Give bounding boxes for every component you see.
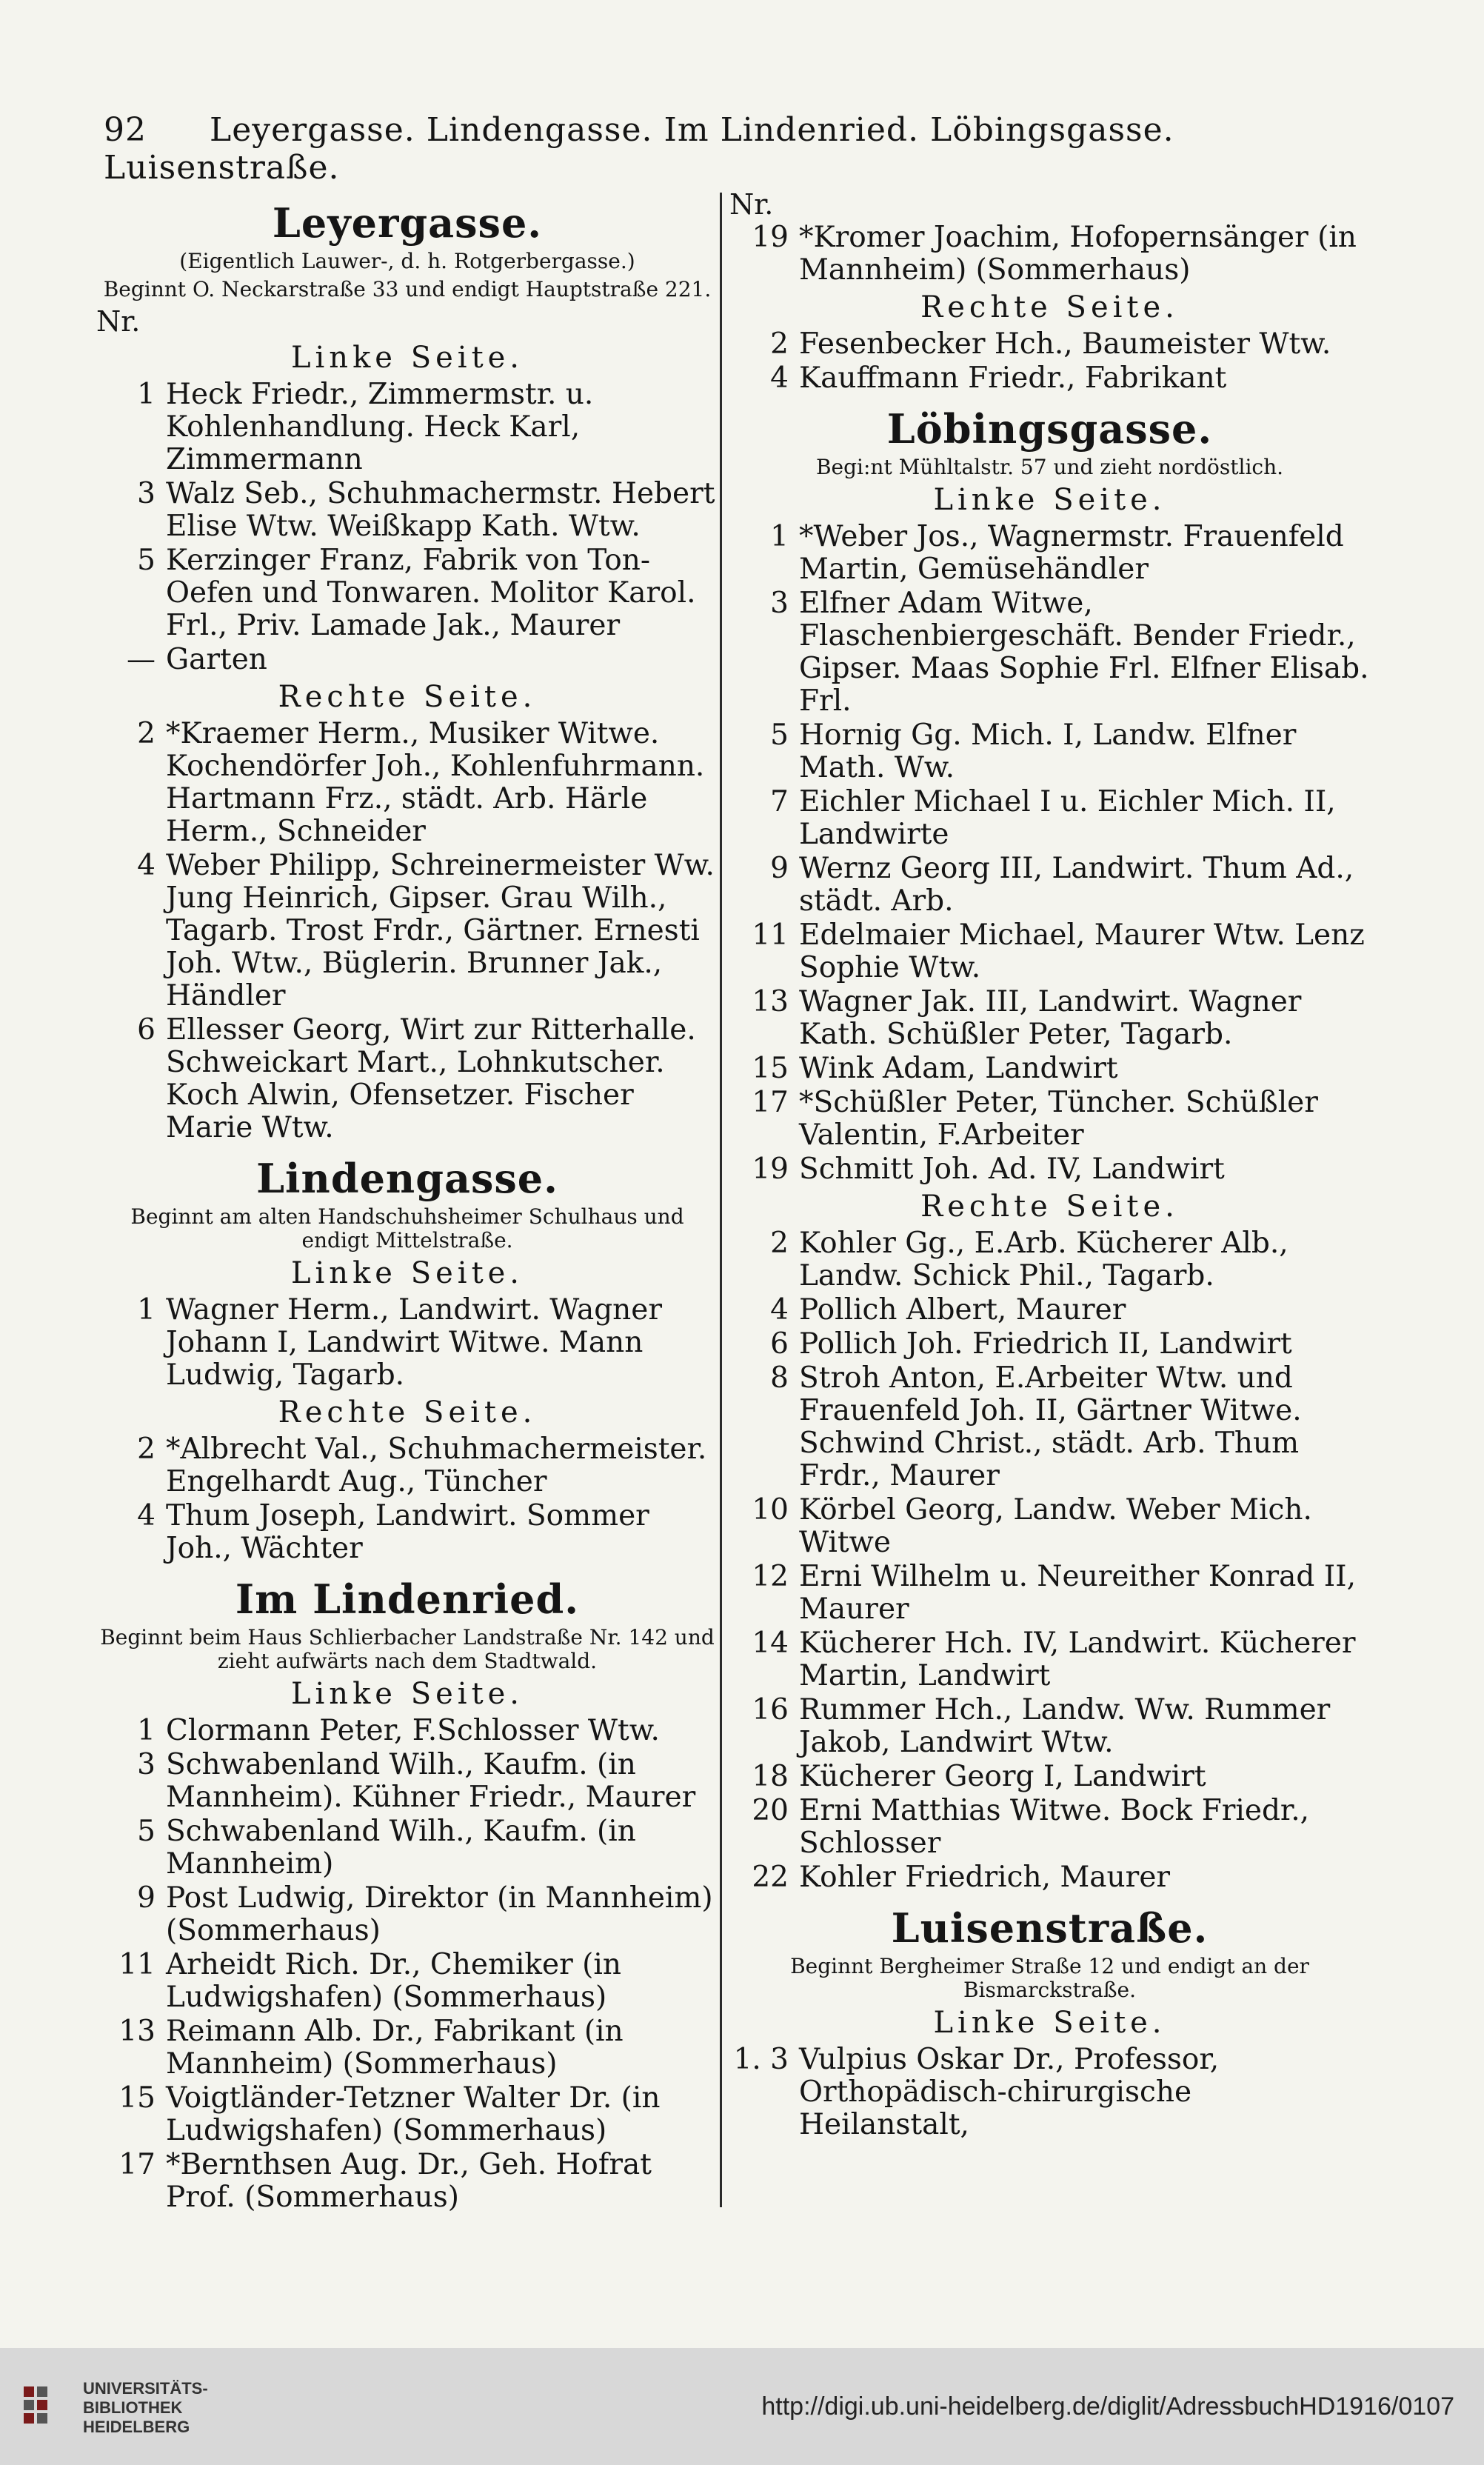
resident-text: Wagner Herm., Landwirt. Wagner Johann I, Landwirt Witwe. Mann Ludwig, Tagarb. [166,1293,663,1392]
resident-text: Thum Joseph, Landwirt. Sommer Joh., Wächter [166,1499,649,1565]
street-title-lindenried: Im Lindenried. [235,1575,580,1623]
house-number: 4 [770,1293,789,1327]
house-number: 2 [137,1432,156,1466]
resident-text: Hornig Gg. Mich. I, Landw. Elfner Math. Ww. [799,718,1297,784]
resident-text: Wernz Georg III, Landwirt. Thum Ad., städt. Arb. [799,852,1354,918]
list-item [729,221,1370,287]
resident-text: Wink Adam, Landwirt [799,1052,1118,1085]
house-number: 9 [770,852,789,885]
list-item [96,1949,718,2014]
list-item [96,1815,718,1881]
house-number: 2 [137,717,156,750]
resident-text: Stroh Anton, E.Arbeiter Wtw. und Frauenfeld Joh. II, Gärtner Witwe. Schwind Christ., städt. Arb. Thum Frdr., Maurer [799,1361,1302,1492]
list-item [729,587,1370,718]
list-item [729,1561,1370,1626]
resident-text: Kohler Gg., E.Arb. Kücherer Alb., Landw. Schick Phil., Tagarb. [799,1227,1289,1292]
side-heading: Rechte Seite. [920,1190,1179,1224]
resident-text: Edelmaier Michael, Maurer Wtw. Lenz Sophie Wtw. [799,918,1365,984]
logo-line: BIBLIOTHEK [83,2398,183,2417]
list-item [96,1882,718,1947]
list-item [96,1500,718,1565]
list-item [96,2082,718,2147]
side-heading: Linke Seite. [290,1256,524,1290]
house-number: 9 [137,1881,156,1915]
house-number: 16 [752,1693,789,1727]
house-number: 1. 3 [733,2043,789,2076]
resident-text: Fesenbecker Hch., Baumeister Wtw. [799,327,1331,361]
resident-text: *Bernthsen Aug. Dr., Geh. Hofrat Prof. (Sommerhaus) [166,2148,652,2214]
side-heading: Linke Seite. [933,483,1166,517]
list-item [729,1761,1370,1793]
house-number: 15 [752,1052,789,1085]
street-desc: (Eigentlich Lauwer-, d. h. Rotgerbergasse.) [179,249,635,273]
resident-text: *Weber Jos., Wagnermstr. Frauenfeld Martin, Gemüsehändler [799,520,1344,586]
list-item [729,328,1370,361]
list-item [96,644,718,676]
list-item [96,378,718,476]
nr-label: Nr. [96,305,141,338]
list-item [729,2044,1370,2141]
list-item [729,919,1370,984]
list-item [96,2149,718,2214]
resident-text: Ellesser Georg, Wirt zur Ritterhalle. Schweickart Mart., Lohnkutscher. Koch Alwin, Ofensetzer. Fischer Marie Wtw. [166,1013,696,1144]
resident-text: Walz Seb., Schuhmachermstr. Hebert Elise Wtw. Weißkapp Kath. Wtw. [166,477,715,543]
resident-text: Kerzinger Franz, Fabrik von Ton-Oefen und Tonwaren. Molitor Karol. Frl., Priv. Lamade Jak., Maurer [166,544,696,642]
column-divider [720,193,722,2207]
resident-text: Post Ludwig, Direktor (in Mannheim) (Sommerhaus) [166,1881,713,1947]
source-url-link[interactable]: http://digi.ub.uni-heidelberg.de/diglit/AdressbuchHD1916/0107 [761,2392,1454,2421]
house-number: 4 [137,1499,156,1532]
resident-text: Schwabenland Wilh., Kaufm. (in Mannheim). Kühner Friedr., Maurer [166,1748,696,1814]
house-number: 19 [752,1153,789,1186]
list-item [729,1328,1370,1361]
side-heading: Linke Seite. [290,1677,524,1711]
footer-bar [0,2348,1484,2465]
list-item [729,1053,1370,1085]
resident-text: Erni Wilhelm u. Neureither Konrad II, Maurer [799,1560,1356,1626]
list-item [729,719,1370,784]
entry-list [729,1227,1370,1894]
house-number: 17 [118,2148,156,2181]
street-desc: Beginnt am alten Handschuhsheimer Schulhaus und endigt Mittelstraße. [130,1204,684,1252]
list-item [729,1494,1370,1559]
resident-text: Reimann Alb. Dr., Fabrikant (in Mannheim) (Sommerhaus) [166,2015,624,2081]
house-number: 1 [137,1293,156,1327]
house-number: 12 [752,1560,789,1593]
house-number: 2 [770,1227,789,1260]
list-item [96,1749,718,1814]
side-heading: Rechte Seite. [278,1395,537,1430]
resident-text: Pollich Joh. Friedrich II, Landwirt [799,1327,1292,1361]
entry-list [729,2044,1370,2141]
house-number: 6 [770,1327,789,1361]
house-number: 13 [752,985,789,1018]
list-item [729,853,1370,918]
resident-text: Schwabenland Wilh., Kaufm. (in Mannheim) [166,1815,636,1881]
list-item [729,1294,1370,1327]
side-heading: Linke Seite. [290,341,524,375]
house-number: 5 [137,1815,156,1848]
street-title-loebingsgasse: Löbingsgasse. [886,405,1213,453]
list-item [96,1014,718,1144]
entry-list [96,1294,718,1392]
resident-text: *Kraemer Herm., Musiker Witwe. Kochendörfer Joh., Kohlenfuhrmann. Hartmann Frz., städt. Arb. Härle Herm., Schneider [166,717,705,848]
resident-text: *Albrecht Val., Schuhmachermeister. Engelhardt Aug., Tüncher [166,1432,707,1498]
list-item [729,1153,1370,1186]
resident-text: Clormann Peter, F.Schlosser Wtw. [166,1714,660,1747]
resident-text: Garten [166,643,267,676]
house-number: 11 [118,1948,156,1981]
house-number: 7 [770,785,789,818]
street-title-leyergasse: Leyergasse. [272,199,543,247]
house-number: 18 [752,1760,789,1793]
resident-text: Heck Friedr., Zimmermstr. u. Kohlenhandlung. Heck Karl, Zimmermann [166,378,594,476]
list-item [729,1694,1370,1759]
house-number: 3 [137,1748,156,1781]
street-title-luisenstrasse: Luisenstraße. [891,1904,1209,1952]
list-item [96,1715,718,1747]
resident-text: Eichler Michael I u. Eichler Mich. II, Landwirte [799,785,1336,851]
side-heading: Rechte Seite. [920,290,1179,324]
street-title-lindengasse: Lindengasse. [256,1155,558,1202]
entry-list [96,718,718,1144]
list-item [729,986,1370,1051]
resident-text: Elfner Adam Witwe, Flaschenbiergeschäft. Bender Friedr., Gipser. Maas Sophie Frl. Elfner Elisab. Frl. [799,587,1369,718]
library-logo-icon [22,2385,74,2429]
entry-list [729,328,1370,395]
house-number: 3 [137,477,156,510]
list-item [729,362,1370,395]
house-number: 11 [752,918,789,952]
house-number: 1 [770,520,789,553]
list-item [729,1227,1370,1292]
list-item [729,1087,1370,1152]
list-item [729,1362,1370,1492]
list-item [96,1433,718,1498]
house-number: 5 [137,544,156,577]
house-number: 2 [770,327,789,361]
right-column [729,189,1370,2143]
resident-text: Voigtländer-Tetzner Walter Dr. (in Ludwigshafen) (Sommerhaus) [166,2081,661,2147]
entry-list [729,221,1370,287]
house-number: 6 [137,1013,156,1047]
list-item [96,850,718,1013]
house-number: 1 [137,378,156,411]
street-desc: Begi:nt Mühltalstr. 57 und zieht nordöstlich. [815,455,1284,479]
house-number: 15 [118,2081,156,2115]
house-number: 3 [770,587,789,620]
list-item [96,478,718,543]
logo-line: UNIVERSITÄTS- [83,2379,208,2398]
left-column [96,189,718,2215]
house-number: 4 [137,849,156,882]
list-item [729,1795,1370,1860]
street-desc: Beginnt beim Haus Schlierbacher Landstraße Nr. 142 und zieht aufwärts nach dem Stadtwald. [100,1625,715,1673]
street-desc: Beginnt O. Neckarstraße 33 und endigt Hauptstraße 221. [103,277,712,301]
resident-text: Kücherer Hch. IV, Landwirt. Kücherer Martin, Landwirt [799,1627,1356,1692]
house-number: 17 [752,1086,789,1119]
resident-text: Kücherer Georg I, Landwirt [799,1760,1206,1793]
house-number: 4 [770,361,789,395]
side-heading: Linke Seite. [933,2006,1166,2040]
house-number: 8 [770,1361,789,1395]
entry-list [96,378,718,676]
entry-list [96,1433,718,1565]
list-item [729,1627,1370,1692]
list-item [96,1294,718,1392]
page-header-title: Leyergasse. Lindengasse. Im Lindenried. Löbingsgasse. Luisenstraße. [104,111,1174,187]
list-item [96,2015,718,2081]
list-item [729,521,1370,586]
house-number: 22 [752,1861,789,1894]
house-number: 10 [752,1493,789,1527]
logo-line: HEIDELBERG [83,2418,190,2436]
street-desc: Beginnt Bergheimer Straße 12 und endigt an der Bismarckstraße. [790,1954,1309,2002]
resident-text: Erni Matthias Witwe. Bock Friedr., Schlosser [799,1794,1310,1860]
house-number: 19 [752,221,789,254]
house-number: 14 [752,1627,789,1660]
resident-text: Körbel Georg, Landw. Weber Mich. Witwe [799,1493,1312,1559]
house-number: — [127,643,156,676]
resident-text: Arheidt Rich. Dr., Chemiker (in Ludwigshafen) (Sommerhaus) [166,1948,621,2014]
resident-text: Kauffmann Friedr., Fabrikant [799,361,1227,395]
house-number: 5 [770,718,789,752]
resident-text: Kohler Friedrich, Maurer [799,1861,1171,1894]
list-item [96,544,718,642]
list-item [96,718,718,848]
library-name [83,2379,208,2437]
resident-text: *Schüßler Peter, Tüncher. Schüßler Valentin, F.Arbeiter [799,1086,1318,1152]
running-header [104,111,1377,187]
house-number: 1 [137,1714,156,1747]
resident-text: Weber Philipp, Schreinermeister Ww. Jung Heinrich, Gipser. Grau Wilh., Tagarb. Trost Frdr., Gärtner. Ernesti Joh. Wtw., Büglerin. Brunner Jak., Händler [166,849,715,1013]
side-heading: Rechte Seite. [278,680,537,714]
entry-list [729,521,1370,1186]
resident-text: Rummer Hch., Landw. Ww. Rummer Jakob, Landwirt Wtw. [799,1693,1331,1759]
house-number: 13 [118,2015,156,2048]
page-number: 92 [104,111,147,149]
list-item [729,786,1370,851]
resident-text: *Kromer Joachim, Hofopernsänger (in Mannheim) (Sommerhaus) [799,221,1357,287]
resident-text: Schmitt Joh. Ad. IV, Landwirt [799,1153,1225,1186]
nr-label: Nr. [729,188,774,221]
entry-list [96,1715,718,2214]
list-item [729,1861,1370,1894]
resident-text: Pollich Albert, Maurer [799,1293,1126,1327]
house-number: 20 [752,1794,789,1827]
resident-text: Wagner Jak. III, Landwirt. Wagner Kath. Schüßler Peter, Tagarb. [799,985,1302,1051]
resident-text: Vulpius Oskar Dr., Professor, Orthopädisch-chirurgische Heilanstalt, [799,2043,1220,2141]
